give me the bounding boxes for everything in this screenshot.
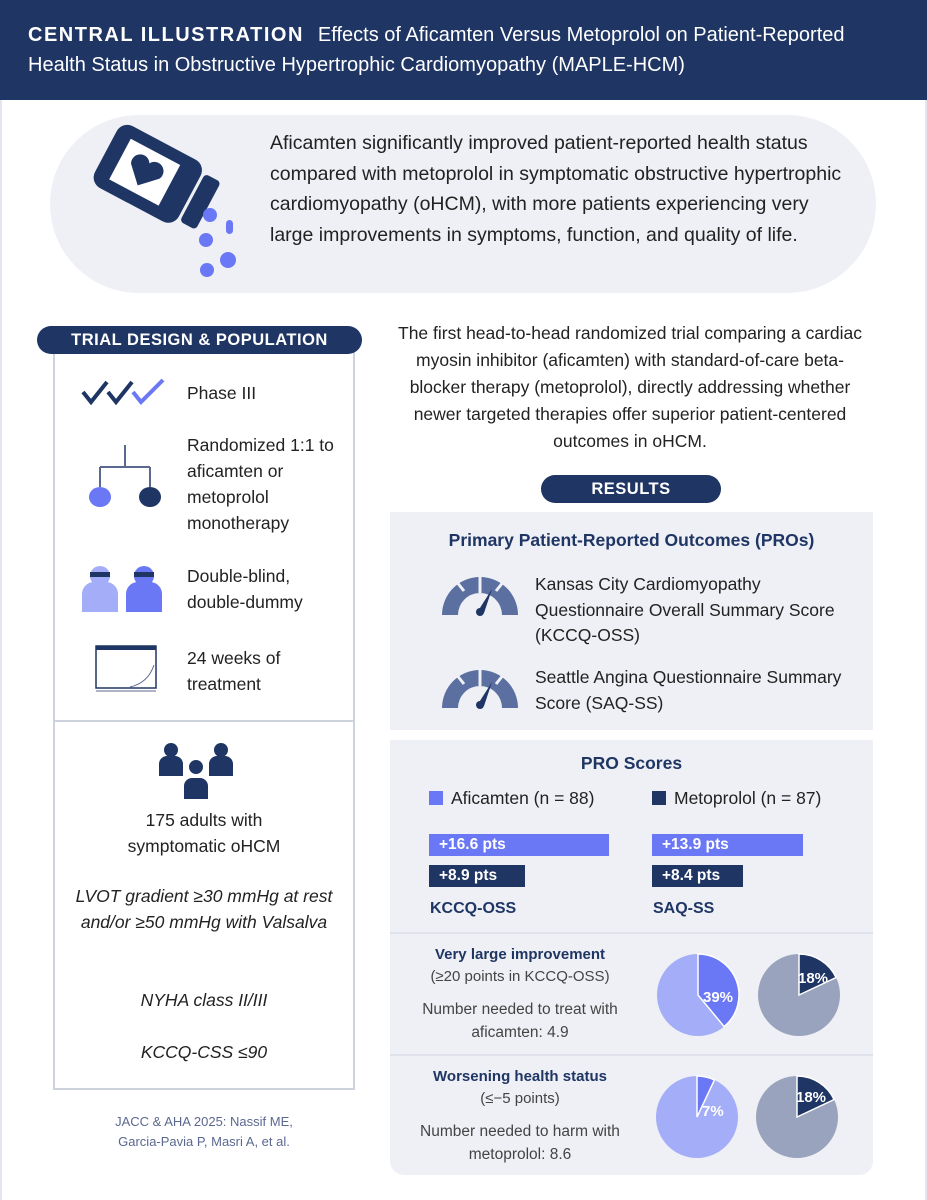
trial-design-title: TRIAL DESIGN & POPULATION: [37, 326, 362, 354]
checkmarks-icon: [80, 378, 170, 406]
blindfolded-people-icon: [82, 564, 172, 612]
legend-swatch-aficamten: [429, 791, 443, 805]
bar-saq-aficamten: +13.9 pts: [652, 834, 803, 856]
worsening-sub: (≤−5 points): [480, 1090, 560, 1107]
results-label: RESULTS: [541, 475, 721, 503]
summary-text: Aficamten significantly improved patient-reported health status compared with metoprolol in symptomatic obstructive hypertrophic cardiomyopathy (oHCM), with more patients experiencing very large improvements in symptoms, function, and quality of life.: [270, 132, 842, 246]
gauge-icon: [440, 668, 520, 716]
design-item: Phase III: [187, 383, 257, 403]
design-item: Randomized 1:1 to aficamten or metoprolol monotherapy: [187, 435, 334, 533]
group-of-people-icon: [157, 742, 237, 800]
improvement-sub: (≥20 points in KCCQ-OSS): [430, 968, 610, 985]
legend-aficamten: Aficamten (n = 88): [451, 788, 595, 808]
pie-worsening-aficamten-label: 7%: [702, 1103, 724, 1120]
header-title: Effects of Aficamten Versus Metoprolol on Patient-Reported Health Status in Obstructive Hypertrophic Cardiomyopathy (MAPLE-HCM): [28, 24, 845, 76]
group-label: SAQ-SS: [653, 900, 715, 917]
primary-item: Seattle Angina Questionnaire Summary Score (SAQ-SS): [535, 667, 842, 713]
pie-improvement-aficamten-label: 39%: [703, 989, 734, 1006]
criterion: KCCQ-CSS ≤90: [140, 1042, 268, 1062]
legend-metoprolol: Metoprolol (n = 87): [674, 788, 822, 808]
header: [0, 0, 927, 100]
group-label: KCCQ-OSS: [430, 900, 517, 917]
criterion: LVOT gradient ≥30 mmHg at rest and/or ≥50 mmHg with Valsalva: [75, 886, 333, 932]
nnh-text: Number needed to harm with metoprolol: 8.6: [420, 1123, 620, 1163]
improvement-title: Very large improvement: [434, 946, 606, 963]
criterion: NYHA class II/III: [140, 990, 268, 1010]
pill-bottle-icon: [80, 120, 250, 290]
citation: JACC & AHA 2025: Nassif ME, Garcia-Pavia P, Masri A, et al.: [115, 1114, 293, 1149]
design-item: 24 weeks of treatment: [187, 648, 281, 694]
pie-charts: [640, 940, 870, 1170]
randomization-tree-icon: [85, 445, 175, 515]
population-text: 175 adults with symptomatic oHCM: [127, 810, 281, 856]
nnt-text: Number needed to treat with aficamten: 4.9: [422, 1001, 618, 1041]
intro-text: The first head-to-head randomized trial comparing a cardiac myosin inhibitor (aficamten) with standard-of-care beta-blocker therapy (metoprolol), directly addressing whether newer targeted therapies offer superior patient-centered outcomes in oHCM.: [398, 323, 862, 451]
bar-kccq-metoprolol: +8.9 pts: [429, 865, 525, 887]
pie-improvement-metoprolol-label: 18%: [798, 970, 829, 987]
scores-title: PRO Scores: [580, 753, 683, 773]
legend-swatch-metoprolol: [652, 791, 666, 805]
pie-worsening-metoprolol-label: 18%: [796, 1089, 827, 1106]
gauge-icon: [440, 575, 520, 623]
header-label: CENTRAL ILLUSTRATION: [28, 24, 304, 46]
divider: [53, 720, 355, 722]
bar-kccq-aficamten: +16.6 pts: [429, 834, 609, 856]
calendar-icon: [95, 645, 157, 693]
design-item: Double-blind, double-dummy: [187, 566, 303, 612]
divider: [390, 932, 873, 934]
primary-title: Primary Patient-Reported Outcomes (PROs): [448, 530, 815, 550]
worsening-title: Worsening health status: [433, 1068, 607, 1085]
bar-saq-metoprolol: +8.4 pts: [652, 865, 743, 887]
primary-item: Kansas City Cardiomyopathy Questionnaire Overall Summary Score (KCCQ-OSS): [535, 574, 835, 645]
